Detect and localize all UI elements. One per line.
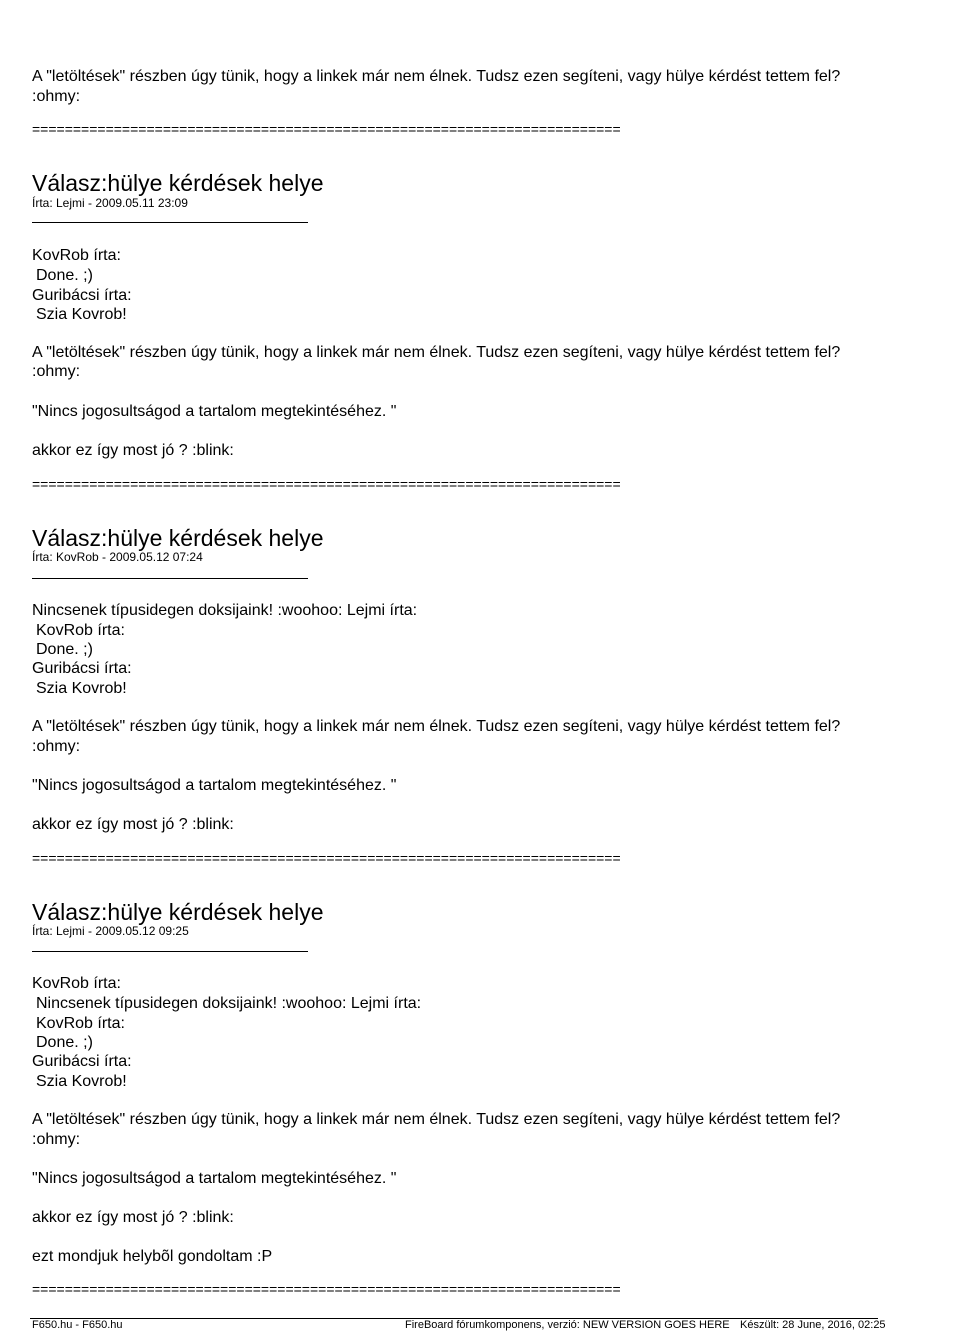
smiley-text: :ohmy: [32,363,81,380]
post-text: akkor ez így most jó ? :blink: [32,1209,234,1226]
separator: ======================================================================== [32,121,621,137]
quote-author: Guribácsi írta: [32,1053,132,1070]
quote-text: Szia Kovrob! [36,306,127,323]
post-divider [32,578,308,579]
quote-author: KovRob írta: [32,975,121,992]
quote-text: A "letöltések" részben úgy tünik, hogy a linkek már nem élnek. Tudsz ezen segíteni, vagy hülye kérdést tettem fel? [32,344,841,361]
post-meta: Írta: Lejmi - 2009.05.12 09:25 [32,924,189,938]
quote-text: A "letöltések" részben úgy tünik, hogy a linkek már nem élnek. Tudsz ezen segíteni, vagy hülye kérdést tettem fel? [32,68,841,85]
separator: ======================================================================== [32,1281,621,1297]
footer-center: FireBoard fórumkomponens, verzió: NEW VERSION GOES HERE [405,1319,730,1331]
quote-author: KovRob írta: [32,247,121,264]
smiley-text: :ohmy: [32,88,81,105]
post-text: "Nincs jogosultságod a tartalom megtekintéséhez. " [32,1170,397,1187]
post-meta: Írta: KovRob - 2009.05.12 07:24 [32,550,203,564]
quote-text: A "letöltések" részben úgy tünik, hogy a linkek már nem élnek. Tudsz ezen segíteni, vagy hülye kérdést tettem fel? [32,718,841,735]
post-divider [32,951,308,952]
separator: ======================================================================== [32,476,621,492]
quote-text: Done. ;) [36,267,93,284]
post-text: Nincsenek típusidegen doksijaink! :woohoo: Lejmi írta: [36,995,422,1012]
quote-text: Done. ;) [36,1034,93,1051]
post-text: ezt mondjuk helybõl gondoltam :P [32,1248,273,1265]
quote-author: Guribácsi írta: [32,287,132,304]
post-text: akkor ez így most jó ? :blink: [32,816,234,833]
footer-right: Készült: 28 June, 2016, 02:25 [740,1319,886,1331]
separator: ======================================================================== [32,850,621,866]
quote-text: A "letöltések" részben úgy tünik, hogy a linkek már nem élnek. Tudsz ezen segíteni, vagy hülye kérdést tettem fel? [32,1111,841,1128]
post-title: Válasz:hülye kérdések helye [32,525,324,551]
post-text: "Nincs jogosultságod a tartalom megtekintéséhez. " [32,777,397,794]
smiley-text: :ohmy: [32,738,81,755]
post-title: Válasz:hülye kérdések helye [32,170,324,196]
quote-author: KovRob írta: [36,1015,125,1032]
quote-text: Szia Kovrob! [36,1073,127,1090]
post-text: Nincsenek típusidegen doksijaink! :woohoo: Lejmi írta: [32,602,418,619]
quote-author: Guribácsi írta: [32,660,132,677]
post-divider [32,222,308,223]
post-title: Válasz:hülye kérdések helye [32,899,324,925]
quote-author: KovRob írta: [36,622,125,639]
post-text: "Nincs jogosultságod a tartalom megtekintéséhez. " [32,403,397,420]
post-text: akkor ez így most jó ? :blink: [32,442,234,459]
quote-text: Szia Kovrob! [36,680,127,697]
post-meta: Írta: Lejmi - 2009.05.11 23:09 [32,196,188,210]
quote-text: Done. ;) [36,641,93,658]
smiley-text: :ohmy: [32,1131,81,1148]
footer-left: F650.hu - F650.hu [32,1319,123,1331]
